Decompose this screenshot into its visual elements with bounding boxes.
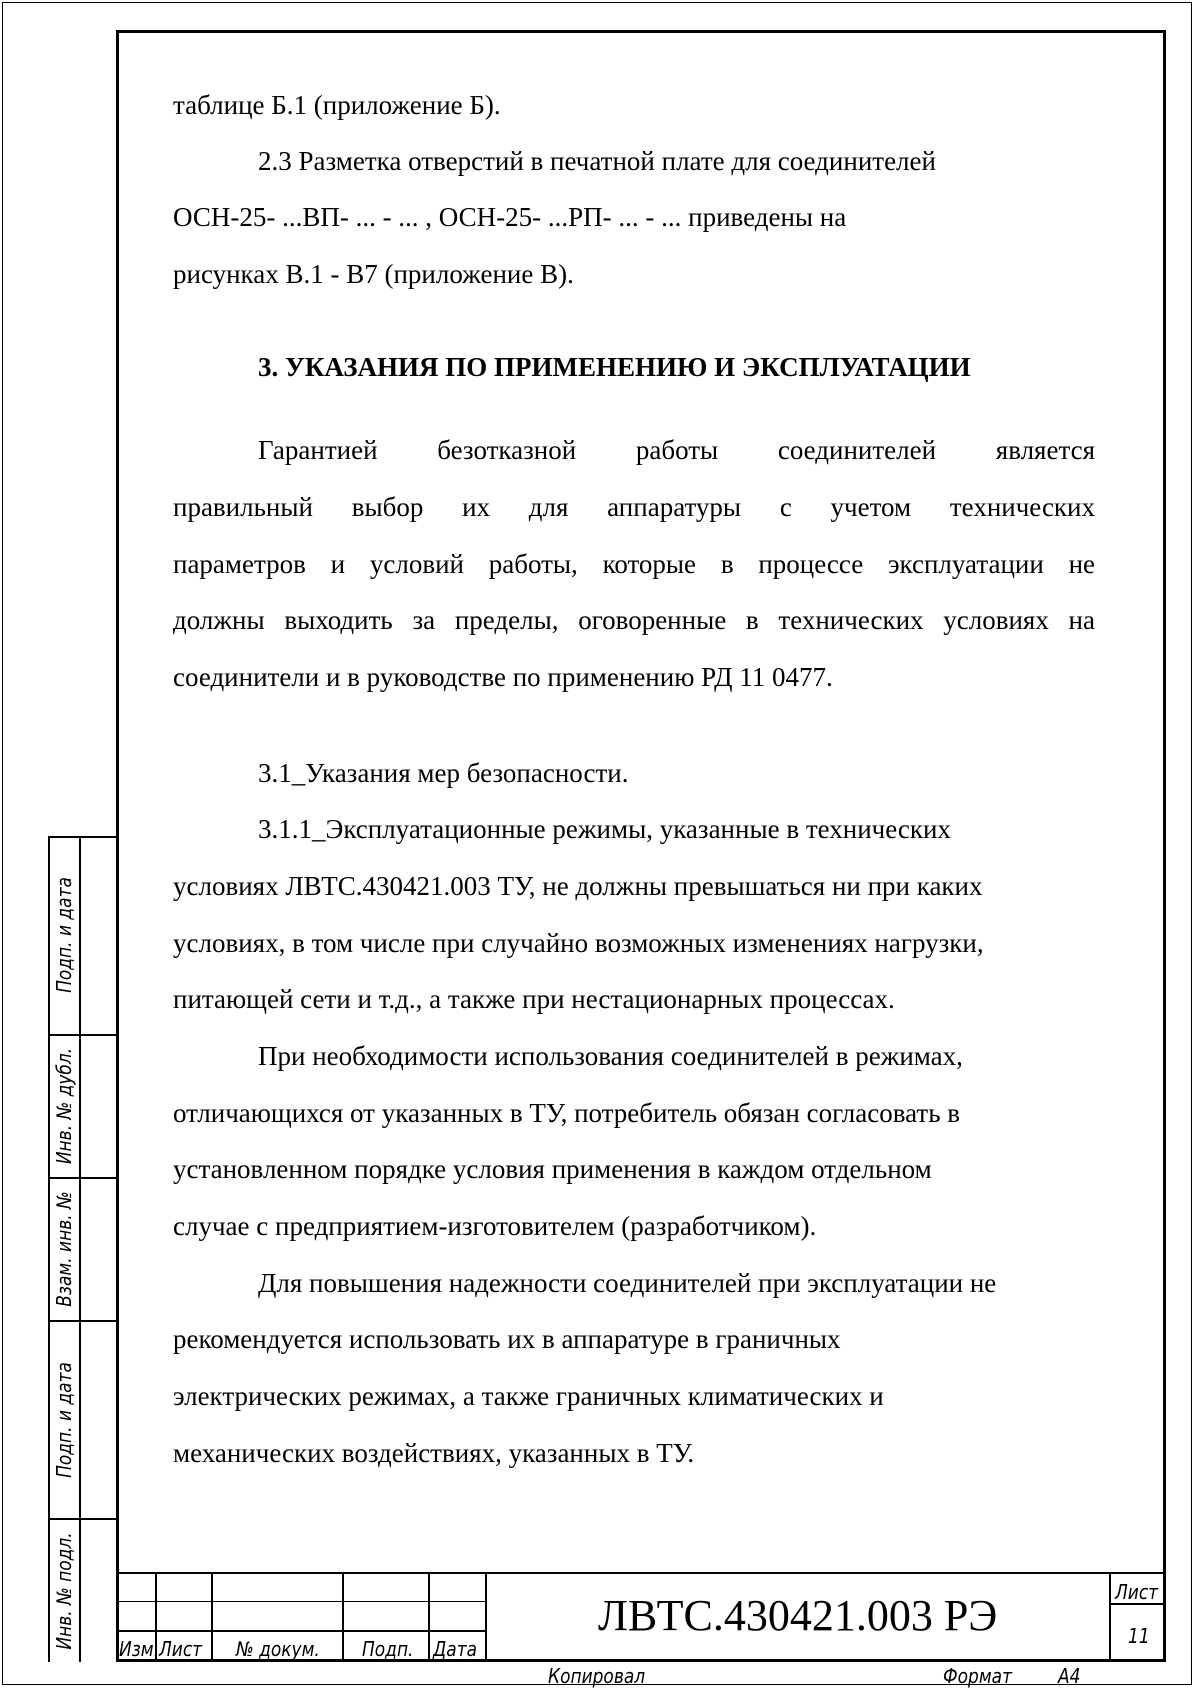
side-stamp-line	[48, 1320, 116, 1322]
paragraph-line: При необходимости использования соединителей в режимах,	[258, 1041, 963, 1071]
format-value: А4	[1058, 1664, 1081, 1688]
column-header-change: Изм.	[119, 1637, 159, 1661]
side-stamp-line	[48, 1034, 116, 1036]
paragraph-line: условиях, в том числе при случайно возможных изменениях нагрузки,	[173, 928, 984, 958]
stamp-label-inv-duplicate: Инв. № дубл.	[52, 1047, 76, 1165]
stamp-label-inv-original: Инв. № подл.	[52, 1532, 76, 1650]
section-heading: 3. УКАЗАНИЯ ПО ПРИМЕНЕНИЮ И ЭКСПЛУАТАЦИИ	[258, 352, 971, 382]
paragraph-line: отличающихся от указанных в ТУ, потребитель обязан согласовать в	[173, 1098, 961, 1128]
document-designation: ЛВТС.430421.003 РЭ	[598, 1591, 998, 1640]
paragraph-line: механических воздействиях, указанных в ТУ.	[173, 1438, 695, 1468]
paragraph-line: случае с предприятием-изготовителем (разработчиком).	[173, 1211, 817, 1241]
sheet-label: Лист	[1115, 1580, 1159, 1604]
text-line: рисунках В.1 - В7 (приложение В).	[173, 259, 574, 289]
title-block-col-line	[342, 1572, 344, 1662]
paragraph-line: условиях ЛВТС.430421.003 ТУ, не должны превышаться ни при каких	[173, 871, 983, 901]
text-line: ОСН-25- ...ВП- ... - ... , ОСН-25- ...РП- ... - ... приведены на	[173, 202, 847, 232]
title-block-col-line	[428, 1572, 430, 1662]
paragraph-line: правильный выбор их для аппаратуры с учетом технических	[173, 492, 1095, 522]
paragraph-line: Гарантией безотказной работы соединителей является	[258, 435, 1095, 465]
paragraph-line: питающей сети и т.д., а также при нестационарных процессах.	[173, 984, 895, 1014]
paragraph-line: соединители и в руководстве по применению РД 11 0477.	[173, 662, 833, 692]
side-stamp-line	[48, 836, 116, 838]
paragraph-line: 3.1.1_Эксплуатационные режимы, указанные в технических	[258, 814, 951, 844]
column-header-sheet: Лист	[159, 1637, 203, 1661]
side-stamp-line	[48, 1177, 116, 1179]
title-block-col-line	[1109, 1572, 1111, 1662]
side-stamp-border	[48, 836, 50, 1662]
text-line: таблице Б.1 (приложение Б).	[173, 90, 501, 120]
title-block-col-line	[211, 1572, 213, 1662]
paragraph-line: параметров и условий работы, которые в процессе эксплуатации не	[173, 549, 1095, 579]
text-line: 2.3 Разметка отверстий в печатной плате для соединителей	[258, 146, 936, 176]
side-stamp	[48, 836, 116, 1662]
title-block-top-line	[116, 1572, 1166, 1574]
stamp-label-replace-inv: Взам. инв. №	[52, 1191, 76, 1307]
stamp-label-sign-date: Подп. и дата	[52, 1362, 76, 1478]
column-header-doc-number: № докум.	[236, 1637, 320, 1661]
subsection-title: 3.1_Указания мер безопасности.	[258, 758, 629, 788]
paragraph-line: электрических режимах, а также граничных климатических и	[173, 1381, 884, 1411]
title-block-row-line	[116, 1630, 486, 1632]
stamp-label-sign-date: Подп. и дата	[52, 877, 76, 993]
column-header-date: Дата	[433, 1637, 478, 1661]
paragraph-line: установленном порядке условия применения в каждом отдельном	[173, 1154, 932, 1184]
column-header-signature: Подп.	[362, 1637, 414, 1661]
title-block-row-line	[116, 1601, 486, 1602]
paragraph-line: Для повышения надежности соединителей при эксплуатации не	[258, 1268, 997, 1298]
paragraph-line: рекомендуется использовать их в аппаратуре в граничных	[173, 1324, 841, 1354]
paragraph-line: должны выходить за пределы, оговоренные в технических условиях на	[173, 605, 1095, 635]
format-label: Формат	[943, 1664, 1012, 1688]
title-block-col-line	[485, 1572, 487, 1662]
side-stamp-divider	[79, 836, 81, 1662]
side-stamp-line	[48, 1518, 116, 1520]
sheet-number: 11	[1128, 1624, 1150, 1648]
copied-label: Копировал	[548, 1664, 646, 1688]
